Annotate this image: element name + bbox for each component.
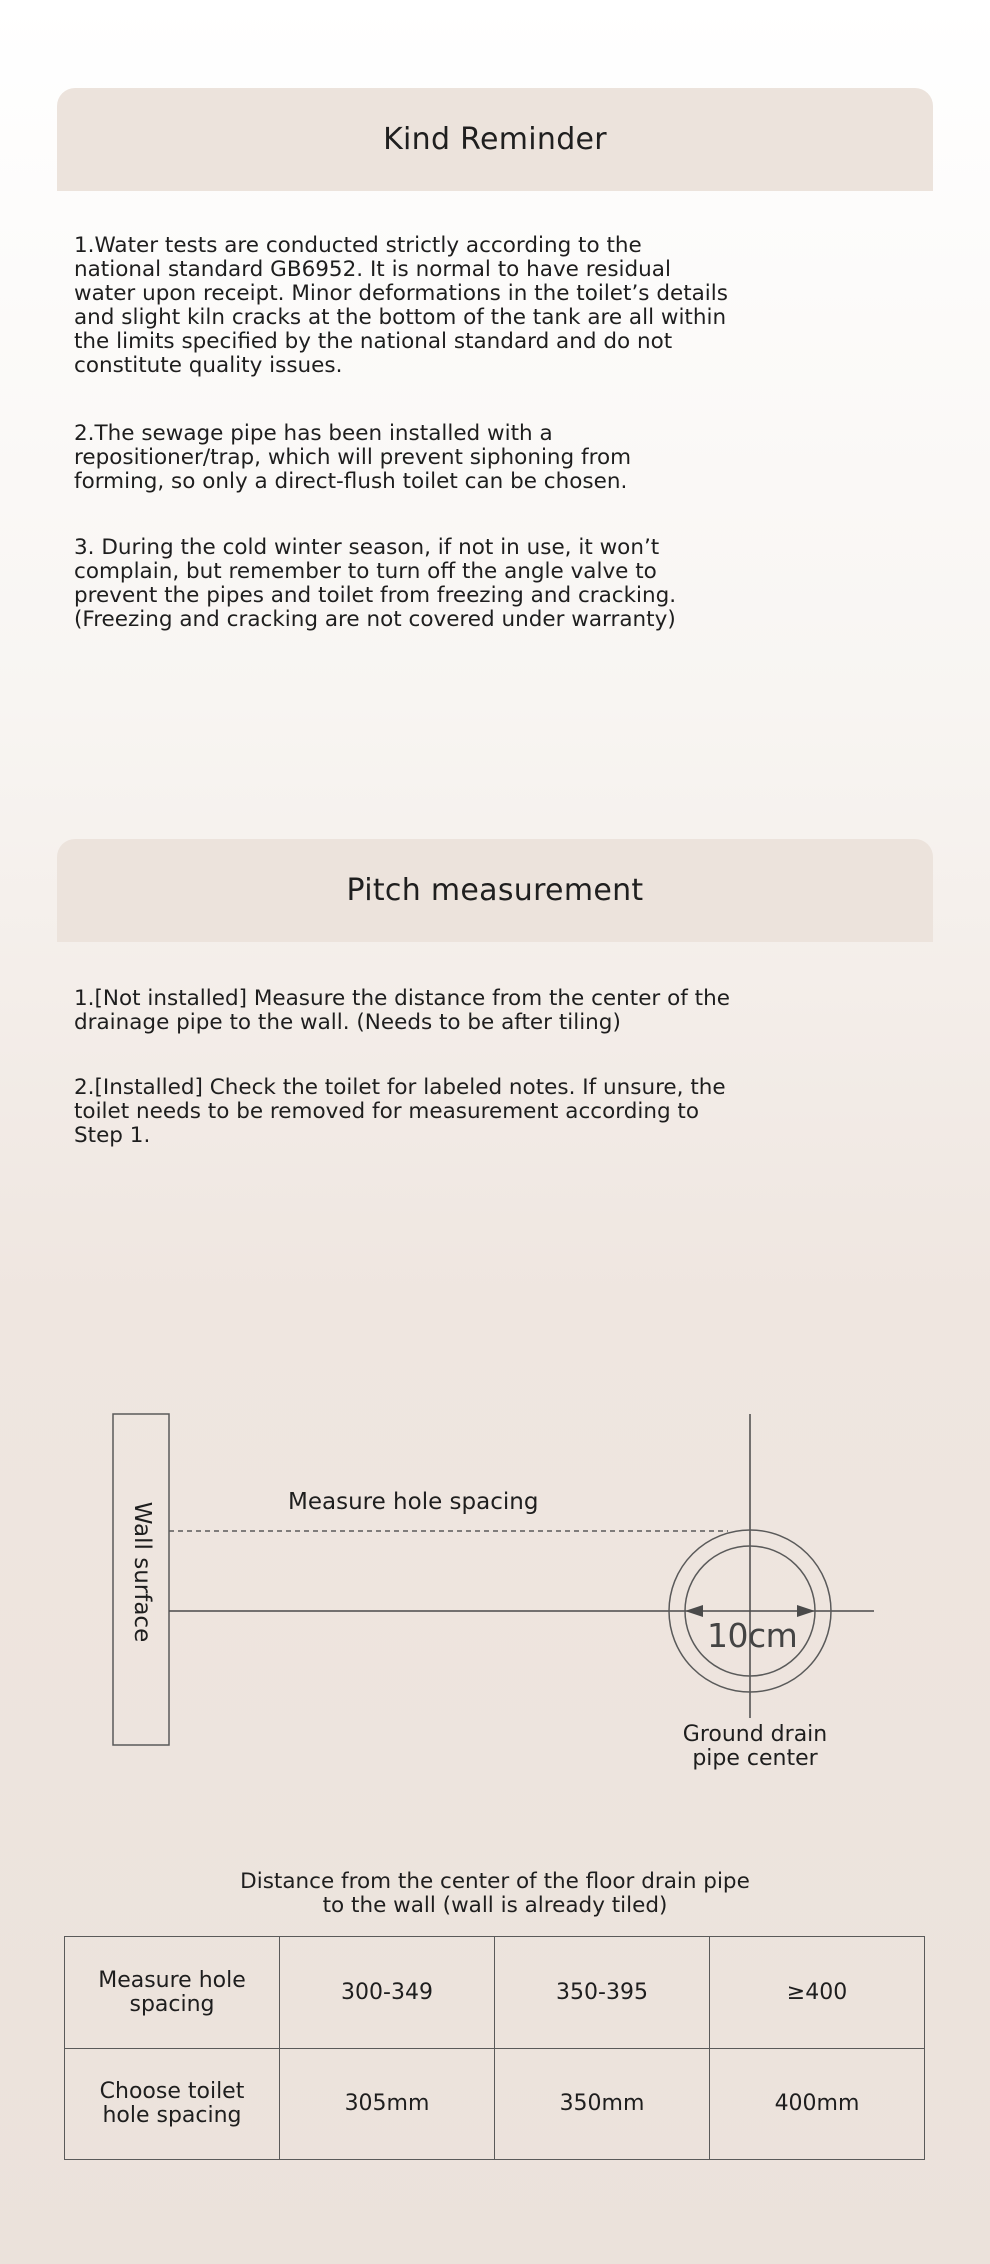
pitch-item-2: 2.[Installed] Check the toilet for labeled notes. If unsure, the toilet needs to be removed for measurement according to Step 1.: [74, 1075, 726, 1148]
table-row: [65, 2049, 925, 2160]
ground-drain-label: Ground drain pipe center: [682, 1722, 828, 1771]
measurement-diagram: [0, 1400, 990, 1790]
hole-spacing-table: [64, 1936, 925, 2160]
reminder-item-1: 1.Water tests are conducted strictly according to the national standard GB6952. It is normal to have residual water upon receipt. Minor deformations in the toilet’s details and slight kiln cracks at the bottom of the tank are all within the limits specified by the national standard and do not constitute quality issues.: [74, 233, 728, 378]
wall-surface-label: Wall surface: [129, 1501, 155, 1643]
row-header-measure: Measure hole spacing: [65, 1937, 280, 2049]
pitch-item-1: 1.[Not installed] Measure the distance from the center of the drainage pipe to the wall. (Needs to be after tiling): [74, 986, 730, 1035]
table-caption: Distance from the center of the floor drain pipe to the wall (wall is already tiled): [240, 1869, 750, 1918]
table-cell: 350mm: [495, 2049, 710, 2160]
row-header-choose: Choose toilet hole spacing: [65, 2049, 280, 2160]
dimension-label: 10cm: [707, 1616, 798, 1655]
dimension-arrow-left: [685, 1605, 703, 1617]
kind-reminder-banner: [57, 88, 933, 191]
table-cell: 300-349: [280, 1937, 495, 2049]
table-cell: ≥400: [710, 1937, 925, 2049]
table-row: [65, 1937, 925, 2049]
dimension-arrow-right: [797, 1605, 815, 1617]
pitch-measurement-banner: [57, 839, 933, 942]
table-cell: 400mm: [710, 2049, 925, 2160]
kind-reminder-title: Kind Reminder: [383, 122, 607, 157]
wall-surface-label-box: [112, 1501, 172, 1643]
reminder-item-3: 3. During the cold winter season, if not in use, it won’t complain, but remember to turn off the angle valve to prevent the pipes and toilet from freezing and cracking. (Freezing and cracking are not covered under warranty): [74, 535, 677, 632]
table-cell: 305mm: [280, 2049, 495, 2160]
reminder-item-2: 2.The sewage pipe has been installed with a repositioner/trap, which will prevent siphoning from forming, so only a direct-flush toilet can be chosen.: [74, 421, 632, 494]
pitch-measurement-title: Pitch measurement: [346, 873, 644, 908]
measure-hole-spacing-label: Measure hole spacing: [288, 1489, 539, 1515]
table-cell: 350-395: [495, 1937, 710, 2049]
